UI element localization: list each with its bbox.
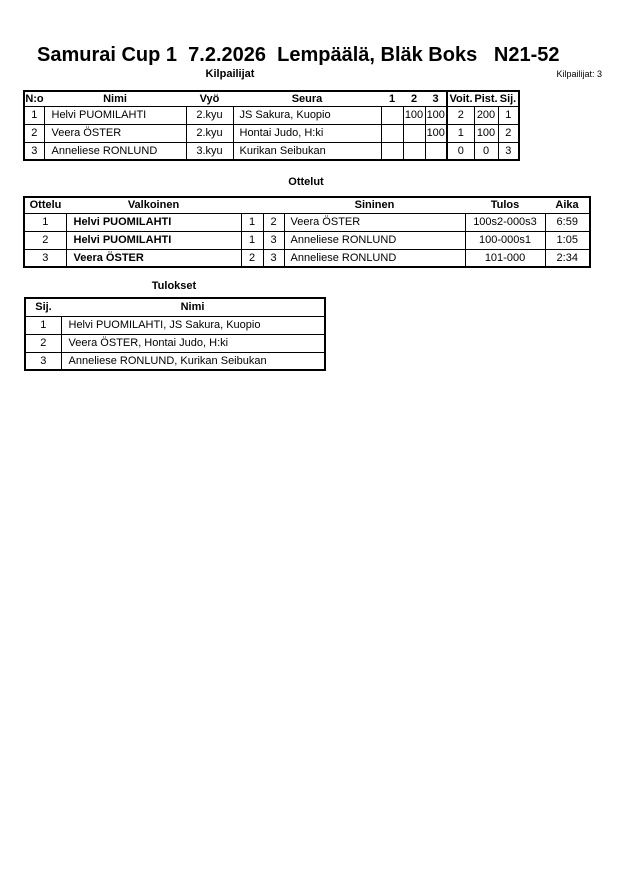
cell-sij: 2 (498, 124, 519, 142)
cell-nimi: Helvi PUOMILAHTI (44, 106, 186, 124)
cell-white-number: 1 (241, 213, 263, 231)
cell-no: 2 (24, 124, 44, 142)
kilpailijat-table (23, 90, 520, 161)
cell-nimi: Anneliese RONLUND (44, 142, 186, 160)
tulokset-table (24, 297, 326, 371)
section-title-ottelut: Ottelut (288, 176, 324, 188)
section-title-kilpailijat: Kilpailijat (205, 68, 255, 80)
col-header-sininen: Sininen (284, 197, 465, 213)
cell-sij: 1 (25, 316, 61, 334)
match-row (24, 249, 590, 267)
ottelut-table (23, 196, 591, 268)
cell-voit: 1 (447, 124, 474, 142)
page-title: Samurai Cup 1 7.2.2026 Lempäälä, Bläk Boks N21-52 (37, 44, 560, 66)
cell-seura: JS Sakura, Kuopio (233, 106, 381, 124)
result-row (25, 316, 325, 334)
competitor-count-label: Kilpailijat: 3 (556, 69, 602, 79)
cell-voit: 2 (447, 106, 474, 124)
cell-blue-number: 2 (263, 213, 284, 231)
competitor-row (24, 106, 519, 124)
kilpailijat-header-row (24, 91, 519, 106)
match-row (24, 213, 590, 231)
cell-sininen: Veera ÖSTER (284, 213, 465, 231)
col-header-ottelu: Ottelu (24, 197, 66, 213)
cell-valkoinen: Helvi PUOMILAHTI (66, 231, 241, 249)
col-header-seura: Seura (233, 91, 381, 106)
cell-round-1 (381, 142, 403, 160)
col-header-round-3: 3 (425, 91, 447, 106)
cell-pist: 100 (474, 124, 498, 142)
cell-pist: 0 (474, 142, 498, 160)
cell-aika: 1:05 (545, 231, 590, 249)
cell-round-2: 100 (403, 106, 425, 124)
tulokset-header-row (25, 298, 325, 316)
cell-white-number: 2 (241, 249, 263, 267)
result-row (25, 352, 325, 370)
cell-ottelu: 2 (24, 231, 66, 249)
cell-seura: Hontai Judo, H:ki (233, 124, 381, 142)
cell-valkoinen: Veera ÖSTER (66, 249, 241, 267)
cell-round-3: 100 (425, 106, 447, 124)
ottelut-header-row (24, 197, 590, 213)
cell-sij: 3 (25, 352, 61, 370)
cell-sij: 1 (498, 106, 519, 124)
cell-round-1 (381, 124, 403, 142)
col-header-blue-number (263, 197, 284, 213)
cell-tulos: 101-000 (465, 249, 545, 267)
cell-seura: Kurikan Seibukan (233, 142, 381, 160)
col-header-white-number (241, 197, 263, 213)
cell-voit: 0 (447, 142, 474, 160)
col-header-no: N:o (25, 92, 44, 105)
cell-nimi: Helvi PUOMILAHTI, JS Sakura, Kuopio (61, 316, 325, 334)
cell-nimi: Veera ÖSTER (44, 124, 186, 142)
match-row (24, 231, 590, 249)
cell-valkoinen: Helvi PUOMILAHTI (66, 213, 241, 231)
cell-aika: 2:34 (545, 249, 590, 267)
col-header-aika: Aika (545, 197, 590, 213)
cell-vyo: 2.kyu (186, 124, 233, 142)
cell-nimi: Veera ÖSTER, Hontai Judo, H:ki (61, 334, 325, 352)
competitor-row (24, 124, 519, 142)
cell-blue-number: 3 (263, 249, 284, 267)
section-title-tulokset: Tulokset (151, 280, 197, 292)
col-header-sij: Sij. (498, 91, 519, 106)
col-header-voit: Voit. (447, 91, 474, 106)
cell-sij: 2 (25, 334, 61, 352)
cell-pist: 200 (474, 106, 498, 124)
col-header-pist: Pist. (474, 92, 498, 105)
cell-white-number: 1 (241, 231, 263, 249)
col-header-valkoinen: Valkoinen (66, 197, 241, 213)
cell-aika: 6:59 (545, 213, 590, 231)
cell-blue-number: 3 (263, 231, 284, 249)
col-header-nimi: Nimi (61, 298, 325, 316)
col-header-nimi: Nimi (44, 91, 186, 106)
cell-no: 3 (24, 142, 44, 160)
cell-tulos: 100-000s1 (465, 231, 545, 249)
cell-round-3 (425, 142, 447, 160)
cell-round-3: 100 (425, 124, 447, 142)
cell-ottelu: 3 (24, 249, 66, 267)
cell-nimi: Anneliese RONLUND, Kurikan Seibukan (61, 352, 325, 370)
col-header-vyo: Vyö (186, 91, 233, 106)
col-header-round-2: 2 (403, 91, 425, 106)
cell-sij: 3 (498, 142, 519, 160)
col-header-tulos: Tulos (465, 197, 545, 213)
col-header-sij: Sij. (25, 298, 61, 316)
cell-vyo: 2.kyu (186, 106, 233, 124)
cell-round-2 (403, 124, 425, 142)
cell-round-2 (403, 142, 425, 160)
cell-round-1 (381, 106, 403, 124)
cell-sininen: Anneliese RONLUND (284, 231, 465, 249)
col-header-round-1: 1 (381, 91, 403, 106)
cell-vyo: 3.kyu (186, 142, 233, 160)
cell-tulos: 100s2-000s3 (465, 213, 545, 231)
cell-sininen: Anneliese RONLUND (284, 249, 465, 267)
cell-no: 1 (24, 106, 44, 124)
result-row (25, 334, 325, 352)
competitor-row (24, 142, 519, 160)
cell-ottelu: 1 (24, 213, 66, 231)
